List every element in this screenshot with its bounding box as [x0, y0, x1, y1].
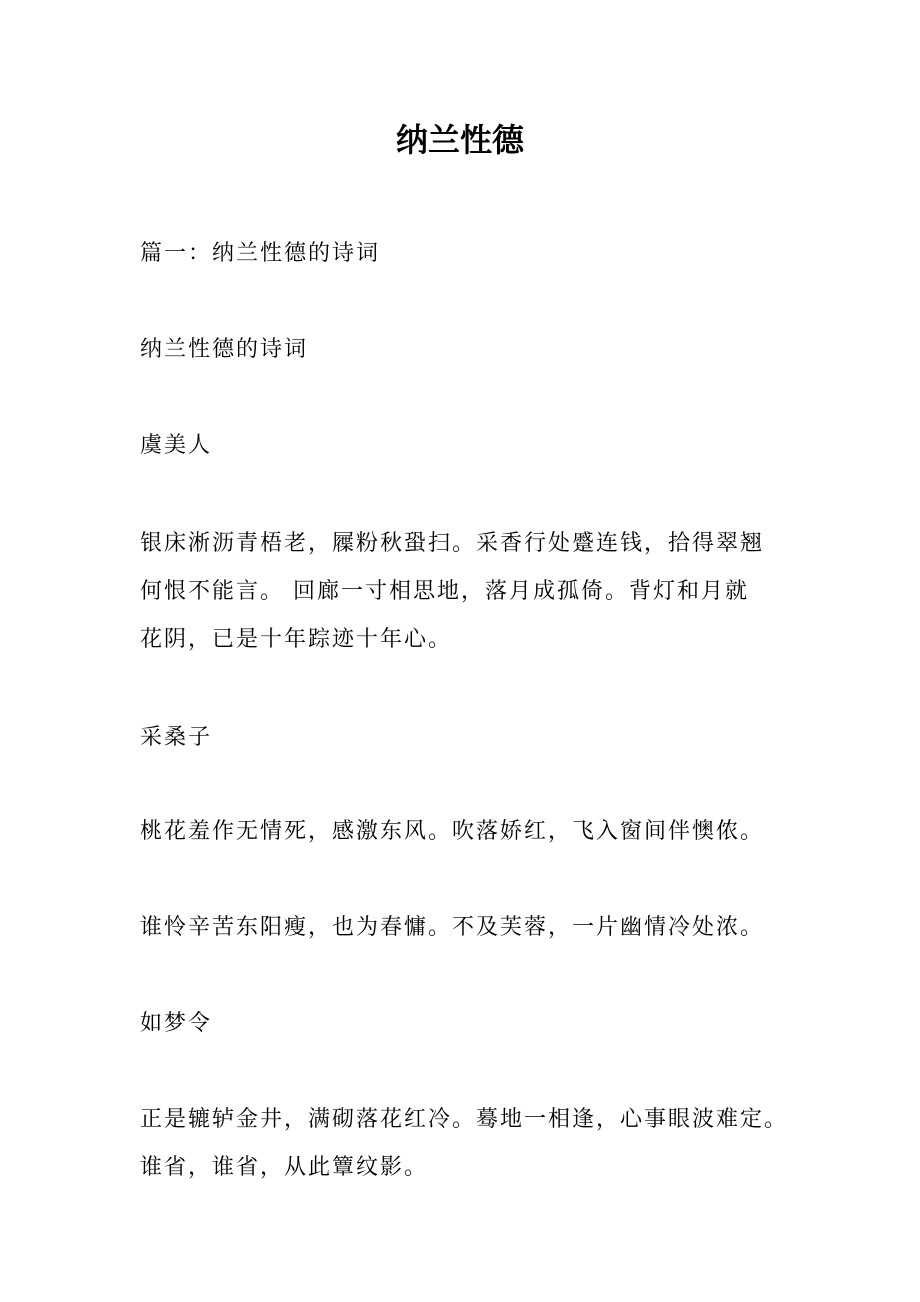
poem-title-rumengling: 如梦令: [140, 1011, 213, 1036]
poem-title-yumeiren: 虞美人: [140, 433, 213, 458]
subheading: 纳兰性德的诗词: [140, 337, 309, 362]
poem-line: 花阴，已是十年踪迹十年心。: [140, 627, 453, 652]
poem-body-rumengling: [140, 1096, 800, 1192]
poem-body-yumeiren: [140, 520, 800, 664]
poem-line: 正是辘轳金井，满砌落花红冷。蓦地一相逢，心事眼波难定。: [140, 1107, 789, 1132]
section-heading: 篇一：纳兰性德的诗词: [140, 241, 381, 266]
poem-line: 谁省，谁省，从此簟纹影。: [140, 1155, 429, 1180]
poem-line: 银床淅沥青梧老，屧粉秋蛩扫。采香行处蹙连钱，拾得翠翘: [140, 531, 765, 556]
poem-line: 何恨不能言。 回廊一寸相思地，落月成孤倚。背灯和月就: [140, 579, 749, 604]
document-title: 纳兰性德: [395, 121, 524, 159]
poem-stanza-caisangzi-2: 谁怜辛苦东阳瘦，也为春慵。不及芙蓉，一片幽情冷处浓。: [140, 915, 765, 940]
poem-stanza-caisangzi-1: 桃花羞作无情死，感激东风。吹落娇红，飞入窗间伴懊侬。: [140, 819, 765, 844]
poem-title-caisangzi: 采桑子: [140, 725, 213, 750]
